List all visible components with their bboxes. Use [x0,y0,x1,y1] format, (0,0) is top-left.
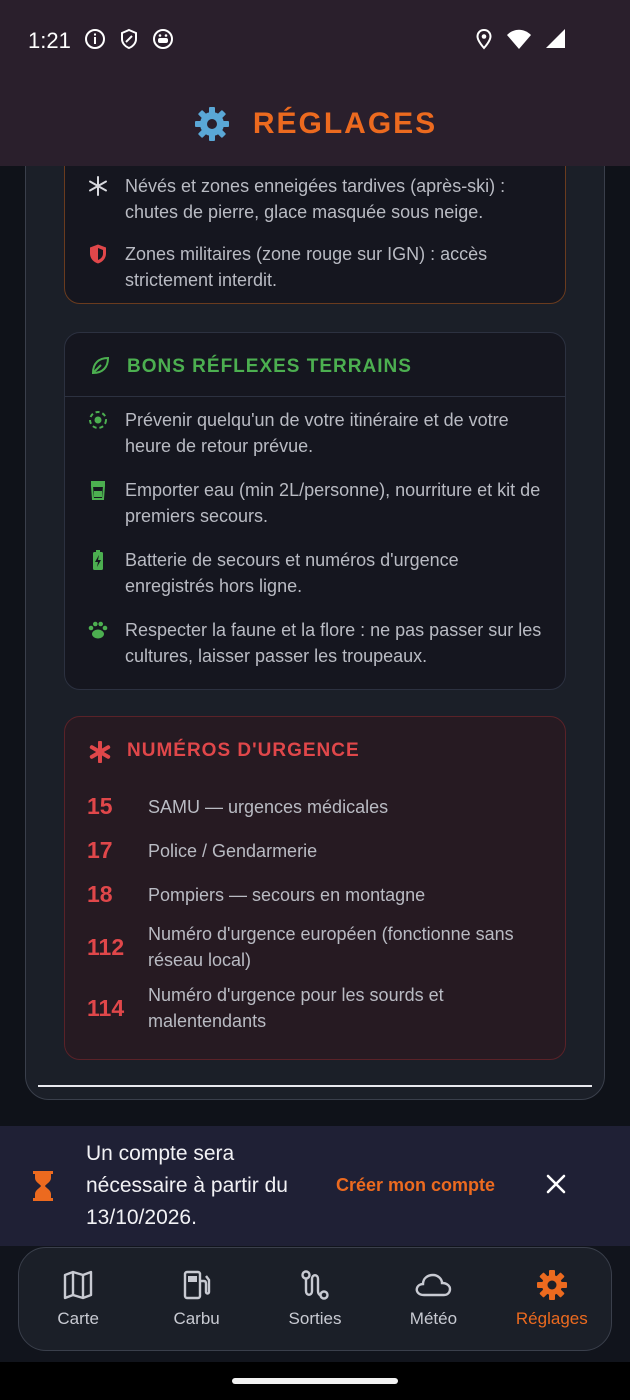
emergency-number-label: Police / Gendarmerie [148,841,318,861]
emergency-number-row[interactable] [87,921,549,975]
status-time: 1:21 [28,28,71,53]
emergency-number: 114 [87,995,125,1021]
reflexes-card-header [65,333,565,397]
shield-icon [87,243,109,265]
emergency-card [64,716,566,1060]
account-banner [0,1126,630,1246]
emergency-number-label: SAMU — urgences médicales [148,797,389,817]
signal-icon [544,28,566,50]
gesture-bar-area [0,1362,630,1400]
app-bar [0,82,630,166]
banner-message: Un compte sera nécessaire à partir du 13/10/2026. [86,1142,288,1229]
emergency-number-row[interactable] [87,881,549,911]
nav-tab-label: Sorties [288,1309,342,1328]
emergency-number: 15 [87,793,113,819]
route-icon [299,1269,331,1301]
nav-tab-carbu[interactable] [137,1248,255,1350]
emergency-number: 112 [87,934,125,960]
cloud-icon [414,1269,452,1301]
gear-icon [193,105,231,143]
emergency-number-row[interactable] [87,793,549,823]
emergency-number-row[interactable] [87,837,549,867]
page-title: RÉGLAGES [252,107,438,140]
hazards-card [64,166,566,304]
nav-tab-label: Réglages [515,1309,588,1328]
emergency-number: 18 [87,881,113,907]
nav-tab-label: Carbu [173,1309,220,1328]
reflex-text: Respecter la faune et la flore : ne pas passer sur les cultures, laisser passer les troupeaux. [125,620,542,666]
nav-tab-carte[interactable] [19,1248,137,1350]
emergency-number-row[interactable] [87,982,549,1036]
hourglass-icon [32,1170,54,1202]
hazard-text: Névés et zones enneigées tardives (après-ski) : chutes de pierre, glace masquée sous neige. [125,176,506,222]
emergency-number-label: Numéro d'urgence pour les sourds et malentendants [148,985,444,1031]
hazard-text: Zones militaires (zone rouge sur IGN) : accès strictement interdit. [125,244,488,290]
reflex-text: Emporter eau (min 2L/personne), nourriture et kit de premiers secours. [125,480,541,526]
snowflake-icon [87,175,109,197]
status-bar [0,0,630,82]
settings-scroll-area[interactable] [0,166,630,1126]
info-icon [84,28,106,50]
reflexes-card [64,332,566,690]
reflexes-card-title: BONS RÉFLEXES TERRAINS [127,356,412,377]
status-notification-icons [84,28,174,50]
map-icon [62,1269,94,1301]
gear-icon [536,1269,568,1301]
emergency-number: 17 [87,837,113,863]
nav-tab-reglages[interactable] [493,1248,611,1350]
nav-tab-label: Météo [409,1309,458,1328]
location-icon [474,28,494,50]
fuel-icon [181,1269,213,1301]
water-bottle-icon [87,479,109,501]
location-share-icon [87,409,109,431]
divider [38,1085,592,1087]
medical-asterisk-icon [89,741,111,763]
home-gesture-handle[interactable] [232,1378,398,1384]
paw-icon [87,619,109,641]
bottom-navigation [18,1247,612,1351]
reflex-text: Prévenir quelqu'un de votre itinéraire et de votre heure de retour prévue. [125,410,509,456]
nav-tab-sorties[interactable] [256,1248,374,1350]
shield-outline-icon [118,28,140,50]
close-icon[interactable] [544,1172,568,1196]
status-system-icons [474,28,566,50]
create-account-button[interactable]: Créer mon compte [336,1175,496,1195]
battery-icon [87,549,109,571]
wifi-icon [506,28,532,50]
nav-tab-meteo[interactable] [374,1248,492,1350]
nav-tab-label: Carte [57,1309,99,1328]
emergency-card-title: NUMÉROS D'URGENCE [127,740,360,761]
emergency-number-label: Pompiers — secours en montagne [148,885,426,905]
app-notification-icon [152,28,174,50]
emergency-number-label: Numéro d'urgence européen (fonctionne sans réseau local) [148,924,514,970]
emergency-card-header [65,717,565,781]
reflex-text: Batterie de secours et numéros d'urgence enregistrés hors ligne. [125,550,459,596]
leaf-icon [89,355,111,377]
